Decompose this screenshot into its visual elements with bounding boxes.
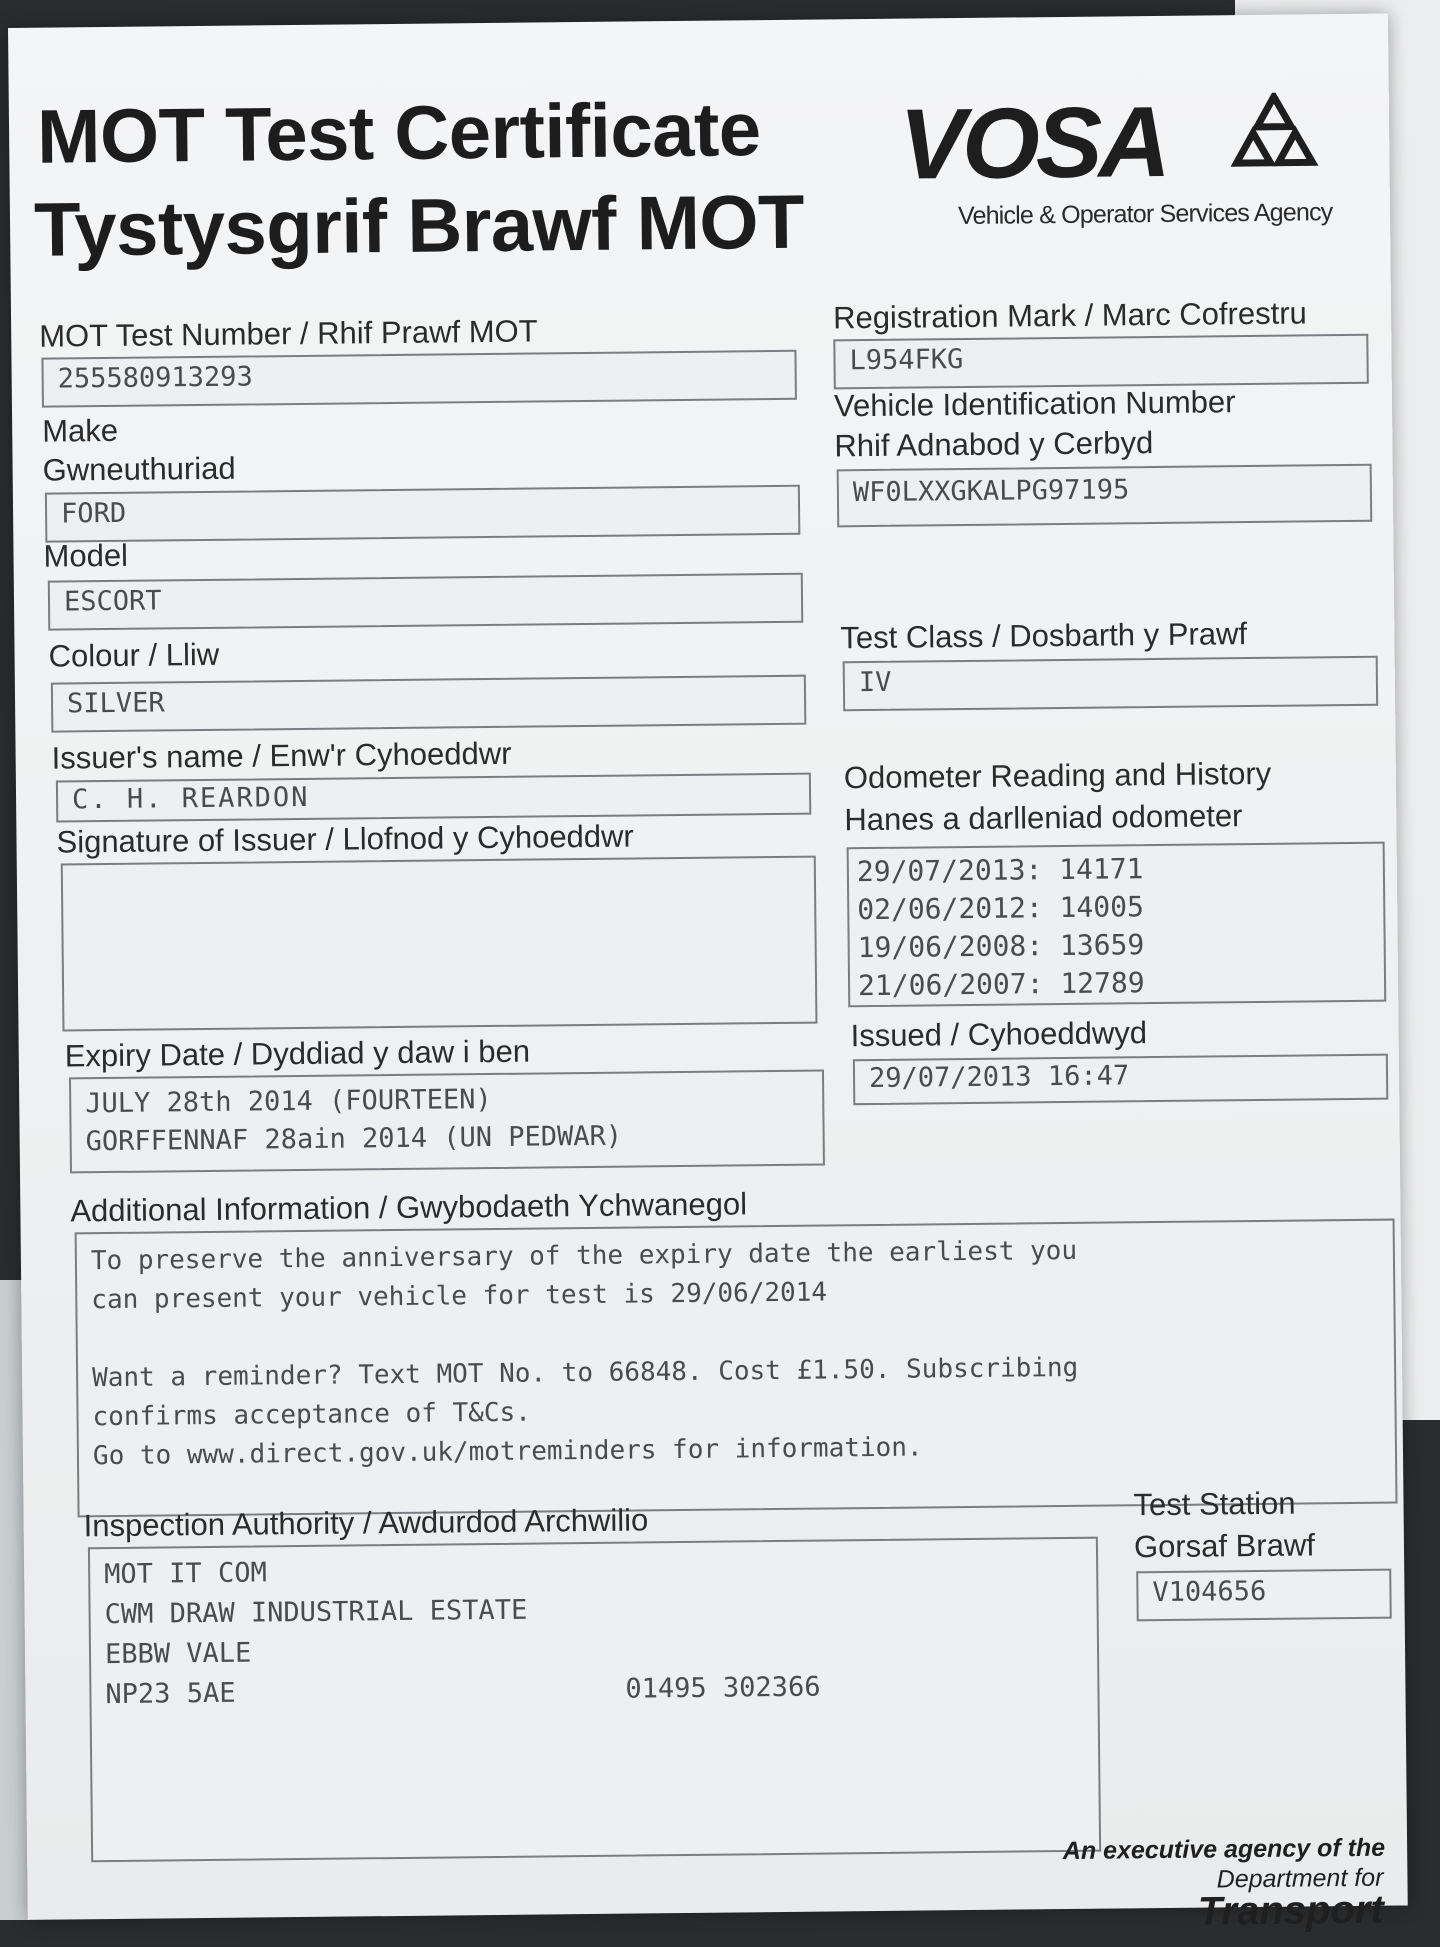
inspection-authority-address	[90, 1539, 1098, 1722]
signature-box	[61, 856, 818, 1032]
inspection-authority-label: Inspection Authority / Awdurdod Archwilio	[83, 1502, 649, 1544]
odometer-entry: 19/06/2008: 13659	[857, 928, 1145, 965]
make-field	[45, 485, 800, 543]
info-line: confirms acceptance of T&Cs.	[92, 1397, 531, 1433]
vosa-logo	[899, 72, 1341, 237]
additional-info-label: Additional Information / Gwybodaeth Ychwanegol	[70, 1186, 748, 1229]
address-line: MOT IT COM	[104, 1557, 267, 1591]
additional-info-text	[77, 1221, 1396, 1485]
odometer-entry: 02/06/2012: 14005	[857, 890, 1145, 927]
issued-field	[853, 1054, 1388, 1106]
test-station-label-en: Test Station	[1133, 1485, 1296, 1523]
test-number-label: MOT Test Number / Rhif Prawf MOT	[39, 313, 538, 354]
vosa-wordmark: VOSA	[898, 85, 1168, 201]
model-label: Model	[43, 537, 129, 574]
model-value: ESCORT	[63, 585, 162, 618]
registration-field	[833, 334, 1368, 390]
dft-line-1: An executive agency of the	[1062, 1833, 1386, 1866]
info-line: Want a reminder? Text MOT No. to 66848. Cost £1.50. Subscribing	[91, 1352, 1079, 1394]
test-class-value: IV	[858, 666, 892, 699]
issued-value: 29/07/2013 16:47	[868, 1060, 1130, 1095]
address-line: NP23 5AE	[105, 1677, 236, 1711]
odometer-label-cy: Hanes a darlleniad odometer	[844, 798, 1243, 838]
vin-label-cy: Rhif Adnabod y Cerbyd	[834, 425, 1154, 464]
test-station-value: V104656	[1152, 1575, 1267, 1609]
triangle-emblem-icon	[1229, 92, 1320, 183]
issuer-label: Issuer's name / Enw'r Cyhoeddwr	[51, 735, 512, 776]
inspection-phone: 01495 302366	[625, 1671, 821, 1705]
odometer-entry: 21/06/2007: 12789	[857, 966, 1145, 1003]
title-english: MOT Test Certificate	[36, 87, 761, 180]
issuer-field	[56, 773, 811, 823]
odometer-field	[847, 842, 1387, 1008]
make-value: FORD	[60, 497, 127, 530]
vin-label-en: Vehicle Identification Number	[833, 384, 1236, 424]
signature-label: Signature of Issuer / Llofnod y Cyhoeddwr	[56, 818, 634, 860]
expiry-value	[71, 1072, 823, 1166]
test-class-field	[843, 656, 1378, 712]
address-line: CWM DRAW INDUSTRIAL ESTATE	[104, 1594, 528, 1631]
expiry-line-en: JULY 28th 2014 (FOURTEEN)	[85, 1083, 492, 1120]
info-line: can present your vehicle for test is 29/06/2014	[91, 1277, 828, 1316]
odometer-list	[849, 844, 1385, 1008]
test-class-label: Test Class / Dosbarth y Prawf	[840, 616, 1248, 656]
issuer-value: C. H. REARDON	[71, 781, 310, 816]
registration-label: Registration Mark / Marc Cofrestru	[832, 295, 1307, 336]
vin-field	[837, 464, 1373, 528]
colour-field	[51, 675, 806, 733]
agency-name: Vehicle & Operator Services Agency	[957, 198, 1333, 231]
registration-value: L954FKG	[849, 344, 964, 377]
test-number-field	[41, 350, 796, 408]
address-line: EBBW VALE	[104, 1637, 252, 1671]
mot-certificate	[8, 14, 1408, 1934]
colour-label: Colour / Lliw	[48, 636, 220, 674]
additional-info-box	[75, 1219, 1398, 1518]
dft-line-3: Transport	[1197, 1887, 1385, 1934]
odometer-label-en: Odometer Reading and History	[843, 755, 1272, 796]
expiry-field	[69, 1070, 825, 1174]
model-field	[48, 573, 803, 631]
info-line: To preserve the anniversary of the expiry date the earliest you	[90, 1235, 1078, 1277]
issued-label: Issued / Cyhoeddwyd	[850, 1015, 1148, 1054]
expiry-line-cy: GORFFENNAF 28ain 2014 (UN PEDWAR)	[85, 1120, 623, 1158]
make-label-en: Make	[42, 412, 119, 449]
odometer-entry: 29/07/2013: 14171	[856, 852, 1144, 889]
test-number-value: 255580913293	[57, 361, 253, 395]
vin-value: WF0LXXGKALPG97195	[852, 474, 1130, 509]
inspection-authority-box	[88, 1537, 1101, 1863]
test-station-label-cy: Gorsaf Brawf	[1133, 1527, 1316, 1565]
info-line: Go to www.direct.gov.uk/motreminders for information.	[92, 1432, 923, 1472]
dft-line-2: Department for	[1216, 1863, 1384, 1894]
expiry-label: Expiry Date / Dyddiad y daw i ben	[64, 1033, 531, 1074]
colour-value: SILVER	[66, 687, 165, 720]
test-station-field	[1136, 1569, 1392, 1622]
make-label-cy: Gwneuthuriad	[42, 450, 236, 488]
title-welsh: Tystysgrif Brawf MOT	[33, 179, 805, 273]
